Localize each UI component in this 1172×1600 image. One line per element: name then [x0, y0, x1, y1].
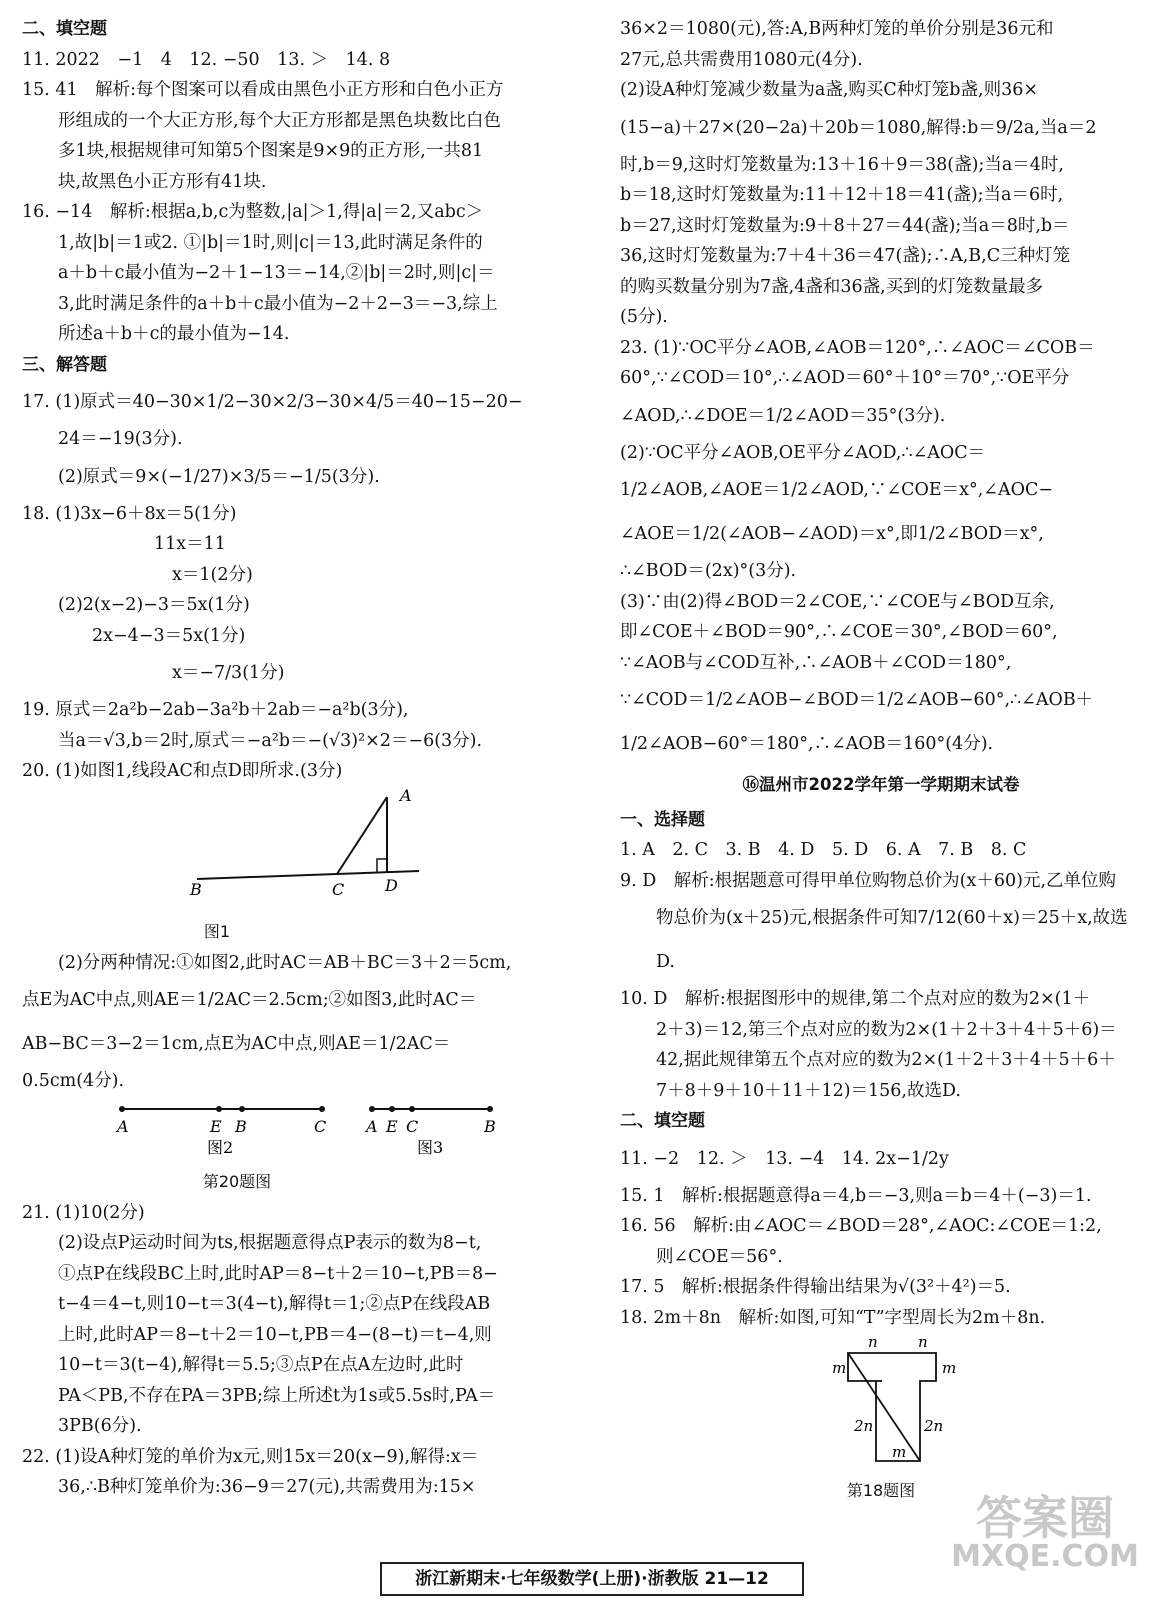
- fig18-label-n-left: n: [868, 1333, 878, 1351]
- answer-22-line11: 的购买数量分别为7盏,4盏和36盏,买到的灯笼数量最多: [620, 276, 1044, 297]
- heading-solutions: 三、解答题: [22, 354, 107, 375]
- figure-18: [620, 1333, 1142, 1506]
- answer-22-line4: 27元,总共需费用1080元(4分).: [620, 49, 863, 70]
- answer-15: 15. 1 解析:根据题意得a＝4,b＝−3,则a＝b＝4＋(−3)＝1.: [620, 1185, 1092, 1206]
- right-column: [620, 14, 1142, 1506]
- answer-20-line4: AB−BC＝3−2＝1cm,点E为AC中点,则AE＝1/2AC＝: [22, 1034, 451, 1054]
- fig18-label-m-left: m: [832, 1359, 847, 1377]
- answer-23-line5: 1/2∠AOB,∠AOE＝1/2∠AOD,∵∠COE＝x°,∠AOC−: [620, 480, 1053, 500]
- fig3-point-b: [487, 1106, 493, 1112]
- answer-9-line1: 9. D 解析:根据题意可得甲单位购物总价为(x＋60)元,乙单位购: [620, 870, 1117, 891]
- answer-22-line12: (5分).: [620, 307, 668, 327]
- answer-23-line10: ∵∠AOB与∠COD互补,∴∠AOB＋∠COD＝180°,: [620, 652, 1012, 673]
- line-ac: [337, 797, 387, 874]
- fig3-point-c: [409, 1106, 415, 1112]
- answer-10-line2: 2＋3)＝12,第三个点对应的数为2×(1＋2＋3＋4＋5＋6)＝: [656, 1019, 1117, 1040]
- figure-18-caption: 第18题图: [846, 1480, 916, 1500]
- answer-9-line2: 物总价为(x＋25)元,根据条件可知7/12(60＋x)＝25＋x,故选D.: [656, 908, 1128, 972]
- exam-section-title: ⑯温州市2022学年第一学期期末试卷: [742, 775, 1020, 794]
- fig2-point-b: [239, 1106, 245, 1112]
- answer-10-line1: 10. D 解析:根据图形中的规律,第二个点对应的数为2×(1＋: [620, 989, 1091, 1009]
- answer-20-line1: 20. (1)如图1,线段AC和点D即所求.(3分): [22, 761, 343, 781]
- answer-23-line12: 1/2∠AOB−60°＝180°,∴∠AOB＝160°(4分).: [620, 734, 994, 754]
- answer-21-line4: t−4＝4−t,则10−t＝3(4−t),解得t＝1;②点P在线段AB: [58, 1294, 491, 1314]
- answer-16-line4: 3,此时满足条件的a＋b＋c最小值为−2＋2−3＝−3,综上: [58, 293, 498, 314]
- answer-22-line10: 36,这时灯笼数量为:7＋4＋36＝47(盏);∴A,B,C三种灯笼: [620, 246, 1071, 266]
- fig18-label-m-bottom: m: [892, 1443, 907, 1461]
- answer-20-line5: 0.5cm(4分).: [22, 1071, 125, 1091]
- answer-16-line2: 则∠COE＝56°.: [656, 1246, 783, 1267]
- answer-23-line2: 60°,∵∠COD＝10°,∴∠AOD＝60°＋10°＝70°,∵OE平分: [620, 368, 1070, 388]
- answer-23-line9: 即∠COE＋∠BOD＝90°,∴∠COE＝30°,∠BOD＝60°,: [620, 622, 1058, 642]
- answer-23-line11: ∵∠COD＝1/2∠AOB−∠BOD＝1/2∠AOB−60°,∴∠AOB＋: [620, 690, 1094, 710]
- answer-15-line2: 形组成的一个大正方形,每个大正方形都是黑色块数比白色: [58, 110, 502, 131]
- answer-16-line5: 所述a＋b＋c的最小值为−14.: [58, 324, 290, 344]
- heading-multiple-choice: 一、选择题: [620, 809, 705, 830]
- fig2-label-b: B: [235, 1116, 247, 1136]
- fig3-label-a: A: [366, 1116, 378, 1136]
- fig2-point-e: [216, 1106, 222, 1112]
- answer-16-line2: 1,故|b|＝1或2. ①|b|＝1时,则|c|＝13,此时满足条件的: [58, 232, 483, 253]
- fig2-label-a: A: [117, 1116, 129, 1136]
- fig3-point-a: [369, 1106, 375, 1112]
- answer-18-line1: 18. (1)3x−6＋8x＝5(1分): [22, 503, 237, 524]
- answer-10-line3: 42,据此规律第五个点对应的数为2×(1＋2＋3＋4＋5＋6＋: [656, 1050, 1116, 1070]
- t-shape-diagram: [620, 1333, 1142, 1473]
- answer-22-line9: b＝27,这时灯笼数量为:9＋8＋27＝44(盏);当a＝8时,b＝: [620, 215, 1070, 236]
- answer-15-line1: 15. 41 解析:每个图案可以看成由黑色小正方形和白色小正方: [22, 80, 504, 100]
- answer-21-line8: 3PB(6分).: [58, 1416, 142, 1436]
- answers-11-14: 11. −2 12. ＞ 13. −4 14. 2x−1/2y: [620, 1148, 949, 1169]
- answer-21-line2: (2)设点P运动时间为ts,根据题意得点P表示的数为8−t,: [58, 1233, 482, 1253]
- answer-22-line7: 时,b＝9,这时灯笼数量为:13＋16＋9＝38(盏);当a＝4时,: [620, 154, 1064, 175]
- figure-1-caption: 图1: [203, 922, 231, 941]
- heading-fill-blank: 二、填空题: [22, 19, 107, 39]
- fig18-label-2n-left: 2n: [854, 1417, 874, 1435]
- watermark-logo-text: 答案圈: [976, 1491, 1114, 1545]
- answer-18-line4: (2)2(x−2)−3＝5x(1分): [58, 595, 250, 615]
- answer-23-line3: ∠AOD,∴∠DOE＝1/2∠AOD＝35°(3分).: [620, 405, 946, 426]
- answer-18-line2: 11x＝11: [154, 534, 226, 554]
- answer-22-line5: (2)设A种灯笼减少数量为a盏,购买C种灯笼b盏,则36×: [620, 80, 1039, 100]
- figure-1: [22, 787, 562, 948]
- figure-20-caption: 第20题图: [202, 1172, 272, 1191]
- answer-22-line2: 36,∴B种灯笼单价为:36−9＝27(元),共需费用为:15×: [58, 1477, 476, 1497]
- answer-17-line1: 17. (1)原式＝40−30×1/2−30×2/3−30×4/5＝40−15−20−: [22, 392, 523, 412]
- fig2-label-e: E: [210, 1116, 222, 1136]
- answer-15-line4: 块,故黑色小正方形有41块.: [58, 171, 267, 192]
- answer-21-line3: ①点P在线段BC上时,此时AP＝8−t＋2＝10−t,PB＝8−: [58, 1263, 498, 1284]
- fig2-point-c: [319, 1106, 325, 1112]
- answer-23-line4: (2)∵OC平分∠AOB,OE平分∠AOD,∴∠AOC＝: [620, 442, 986, 463]
- answer-18-line3: x＝1(2分): [172, 564, 253, 585]
- left-column: [22, 14, 562, 1503]
- watermark-url: MXQE.COM: [951, 1539, 1139, 1574]
- label-b: B: [190, 879, 202, 899]
- fig3-caption: 图3: [417, 1137, 444, 1157]
- label-d: D: [385, 875, 398, 895]
- answer-21-line6: 10−t＝3(t−4),解得t＝5.5;③点P在点A左边时,此时: [58, 1355, 464, 1375]
- fig2-caption: 图2: [207, 1137, 234, 1157]
- answer-17-line3: (2)原式＝9×(−1/27)×3/5＝−1/5(3分).: [58, 466, 380, 487]
- answer-17: 17. 5 解析:根据条件得输出结果为√(3²＋4²)＝5.: [620, 1277, 1011, 1297]
- right-angle-mark: [377, 859, 387, 873]
- figure-2-3-diagram: [22, 1097, 562, 1157]
- answer-16-line3: a＋b＋c最小值为−2＋1−13＝−14,②|b|＝2时,则|c|＝: [58, 263, 495, 283]
- answer-16-line1: 16. −14 解析:根据a,b,c为整数,|a|＞1,得|a|＝2,又abc＞: [22, 202, 484, 222]
- answer-18-line5: 2x−4−3＝5x(1分): [92, 625, 246, 646]
- label-a: A: [400, 786, 412, 805]
- answer-23-line8: (3)∵由(2)得∠BOD＝2∠COE,∵∠COE与∠BOD互余,: [620, 591, 1055, 612]
- answer-22-line8: b＝18,这时灯笼数量为:11＋12＋18＝41(盏);当a＝6时,: [620, 185, 1064, 205]
- fig2-point-a: [119, 1106, 125, 1112]
- answer-21-line7: PA＜PB,不存在PA＝3PB;综上所述t为1s或5.5s时,PA＝: [58, 1385, 496, 1406]
- fig3-label-e: E: [386, 1116, 398, 1136]
- answer-17-line2: 24＝−19(3分).: [58, 429, 183, 449]
- answer-23-line6: ∠AOE＝1/2(∠AOB−∠AOD)＝x°,即1/2∠BOD＝x°,: [620, 524, 1044, 544]
- fig2-label-c: C: [314, 1116, 327, 1136]
- answer-10-line4: 7＋8＋9＋10＋11＋12)＝156,故选D.: [656, 1080, 961, 1101]
- label-c: C: [332, 879, 345, 899]
- fig18-label-n-right: n: [918, 1333, 928, 1351]
- fig18-label-2n-right: 2n: [924, 1417, 944, 1435]
- fig3-point-e: [389, 1106, 395, 1112]
- answer-21-line5: 上时,此时AP＝8−t＋2＝10−t,PB＝4−(8−t)＝t−4,则: [58, 1324, 492, 1345]
- answer-20-line3: 点E为AC中点,则AE＝1/2AC＝2.5cm;②如图3,此时AC＝: [22, 990, 477, 1010]
- answers-1-8: 1. A 2. C 3. B 4. D 5. D 6. A 7. B 8. C: [620, 840, 1027, 860]
- page-footer: 浙江新期末·七年级数学(上册)·浙教版 21—12: [380, 1562, 804, 1596]
- watermark: [935, 1491, 1155, 1585]
- answer-20-line2: (2)分两种情况:①如图2,此时AC＝AB＋BC＝3＋2＝5cm,: [58, 952, 512, 973]
- fig18-label-m-right: m: [942, 1359, 957, 1377]
- answer-22-line3: 36×2＝1080(元),答:A,B两种灯笼的单价分别是36元和: [620, 19, 1054, 39]
- answer-16-line1: 16. 56 解析:由∠AOC＝∠BOD＝28°,∠AOC:∠COE＝1:2,: [620, 1216, 1102, 1236]
- answer-23-line7: ∴∠BOD＝(2x)°(3分).: [620, 561, 797, 581]
- answer-22-line1: 22. (1)设A种灯笼的单价为x元,则15x＝20(x−9),解得:x＝: [22, 1446, 479, 1467]
- answer-15-line3: 多1块,根据规律可知第5个图案是9×9的正方形,一共81: [58, 141, 484, 161]
- figure-2-3: [22, 1097, 562, 1198]
- answer-21-line1: 21. (1)10(2分): [22, 1202, 145, 1223]
- answer-23-line1: 23. (1)∵OC平分∠AOB,∠AOB＝120°,∴∠AOC＝∠COB＝: [620, 337, 1095, 358]
- fig3-label-b: B: [484, 1116, 496, 1136]
- answer-11-14: 11. 2022 −1 4 12. −50 13. ＞ 14. 8: [22, 49, 391, 70]
- answer-22-line6: (15−a)＋27×(20−2a)＋20b＝1080,解得:b＝9/2a,当a＝2: [620, 117, 1097, 138]
- answer-19-line1: 19. 原式＝2a²b−2ab−3a²b＋2ab＝−a²b(3分),: [22, 700, 409, 720]
- figure-1-diagram: [22, 787, 562, 907]
- answer-19-line2: 当a＝√3,b＝2时,原式＝−a²b＝−(√3)²×2＝−6(3分).: [58, 730, 483, 751]
- answer-18: 18. 2m＋8n 解析:如图,可知“T”字型周长为2m＋8n.: [620, 1307, 1046, 1328]
- heading-fill-blank-2: 二、填空题: [620, 1111, 705, 1131]
- answer-18-line6: x＝−7/3(1分): [172, 663, 285, 683]
- fig3-label-c: C: [406, 1116, 419, 1136]
